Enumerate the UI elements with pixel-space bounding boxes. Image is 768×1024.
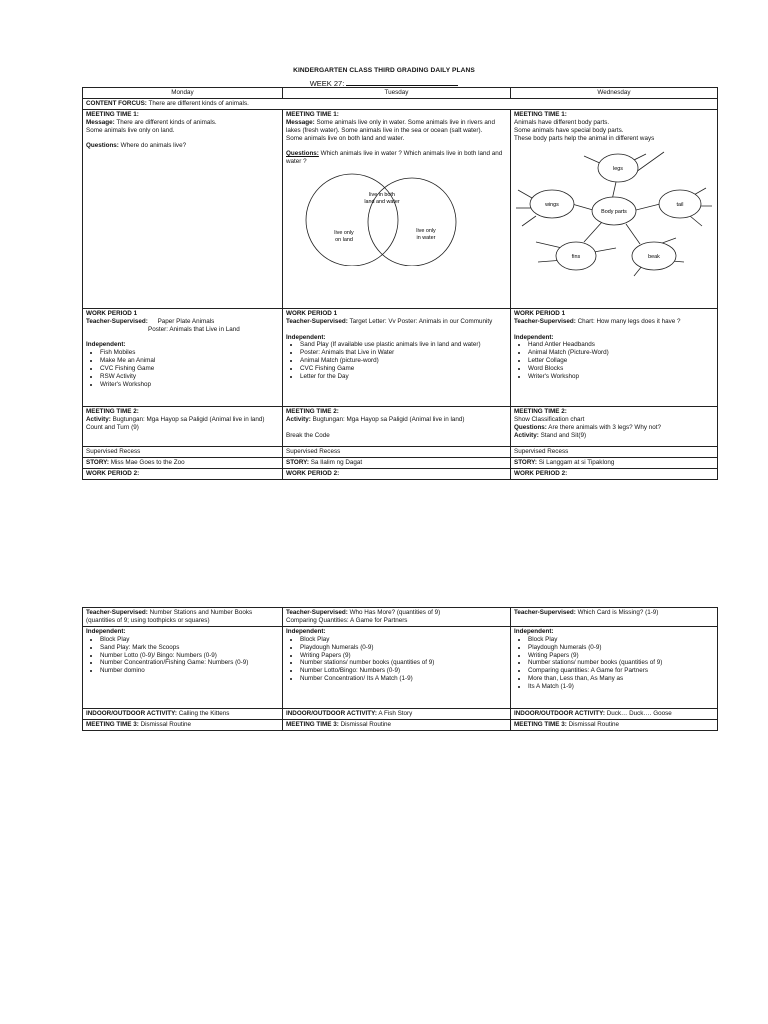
- meeting1-monday-questions-label: Questions:: [86, 142, 119, 150]
- page-title: KINDERGARTEN CLASS THIRD GRADING DAILY PLANS: [293, 67, 475, 74]
- work2-tuesday-ts-cell: [283, 608, 511, 627]
- day-header-row: [83, 88, 718, 99]
- list-item: • Sand Play (If available use plastic animals live in land and water): [300, 341, 507, 349]
- list-item: • Playdough Numerals (0-9): [528, 644, 714, 652]
- list-item: • Block Play: [528, 636, 714, 644]
- work2-monday-list: [86, 636, 279, 676]
- list-item: • Fish Mobiles: [100, 349, 279, 357]
- work1-monday-cell: [83, 308, 283, 406]
- work1-wednesday-ts-label: Teacher-Supervised:: [514, 317, 576, 325]
- list-item: • Animal Match (picture-word): [300, 357, 507, 365]
- work2-monday-ts-text-2: (quantities of 9; using toothpicks or squares): [86, 616, 210, 624]
- meeting1-wednesday-line-2: Some animals have special body parts.: [514, 126, 624, 134]
- meeting1-monday-questions: Where do animals live?: [120, 142, 187, 150]
- work1-tuesday-cell: [283, 308, 511, 406]
- story-tuesday-cell: [283, 457, 511, 468]
- work1-tuesday-list: [286, 341, 507, 381]
- work2-ts-label: Teacher-Supervised:: [86, 609, 148, 616]
- web-fins-label: fins: [571, 254, 581, 261]
- work1-wednesday-list: [514, 341, 714, 381]
- daily-plan-table-bottom: [82, 607, 718, 731]
- meeting2-monday-activity-label: Activity:: [86, 415, 111, 423]
- meeting1-tuesday-message-1: Some animals live only in water. Some animals live in rivers and lakes (fresh water). Some animals live in the sea or ocean (salt water).: [286, 118, 495, 134]
- list-item: • Number Lotto/Bingo: Numbers (0-9): [300, 667, 507, 675]
- list-item: • Its A Match (1-9): [528, 683, 714, 691]
- content-focus-label: CONTENT FORCUS:: [86, 99, 147, 107]
- work1-monday-ts-text-2: Poster: Animals that Live in Land: [148, 325, 240, 333]
- list-item: • RSW Activity: [100, 373, 279, 381]
- meeting1-tuesday-questions: Which animals live in water ? Which animals live in both land and water ?: [286, 150, 503, 166]
- work1-tuesday-ts-text: Target Letter: Vv Poster: Animals in our Community: [349, 317, 493, 325]
- meeting1-tuesday-message-label: Message:: [286, 118, 315, 126]
- meeting1-wednesday-cell: [511, 109, 718, 308]
- meeting2-monday-extra: Count and Turn (9): [86, 423, 139, 431]
- list-item: • Letter for the Day: [300, 373, 507, 381]
- recess-tuesday: Supervised Recess: [283, 446, 511, 457]
- list-item: • Make Me an Animal: [100, 357, 279, 365]
- meeting3-wednesday-cell: [511, 719, 718, 730]
- meeting1-wednesday-line-3: These body parts help the animal in different ways: [514, 134, 655, 142]
- week-label: WEEK 27:: [309, 79, 345, 88]
- meeting2-tuesday-activity-label: Activity:: [286, 415, 311, 423]
- meeting3-text: Dismissal Routine: [340, 720, 391, 728]
- meeting3-label: MEETING TIME 3:: [286, 720, 339, 728]
- day-header-tuesday: Tuesday: [283, 88, 511, 99]
- venn-diagram: [286, 168, 486, 266]
- work2-wednesday-ts-text: Which Card is Missing? (1-9): [577, 609, 659, 616]
- work1-monday-independent-label: Independent:: [86, 341, 126, 349]
- work2-wednesday-list: [514, 636, 714, 691]
- list-item: • Number stations/ number books (quantities of 9): [300, 659, 507, 667]
- meeting-time-1-row: [83, 109, 718, 308]
- meeting1-monday-message-label: Message:: [86, 118, 115, 126]
- list-item: • More than, Less than, As Many as: [528, 675, 714, 683]
- meeting1-monday-message-1: There are different kinds of animals.: [116, 118, 217, 126]
- work2-ts-label: Teacher-Supervised:: [514, 609, 576, 616]
- story-monday: Miss Mae Goes to the Zoo: [110, 458, 185, 466]
- meeting2-monday-activity: Bugtungan: Mga Hayop sa Paligid (Animal live in land): [112, 415, 265, 423]
- venn-right-label-2: in water: [416, 235, 436, 242]
- work1-monday-list: [86, 349, 279, 389]
- recess-row: [83, 446, 718, 457]
- meeting1-tuesday-cell: [283, 109, 511, 308]
- meeting2-wednesday-activity-label: Activity:: [514, 431, 539, 439]
- list-item: • Writing Papers (9): [528, 652, 714, 660]
- meeting1-tuesday-heading: MEETING TIME 1:: [286, 110, 339, 118]
- list-item: • Number domino: [100, 667, 279, 675]
- meeting1-monday-message-2: Some animals live only on land.: [86, 126, 175, 134]
- work1-tuesday-independent-label: Independent:: [286, 333, 326, 341]
- web-tail-label: tail: [676, 202, 684, 209]
- story-monday-cell: [83, 457, 283, 468]
- web-legs-label: legs: [613, 166, 623, 173]
- work1-monday-heading: WORK PERIOD 1: [86, 309, 138, 317]
- indoor-monday: Calling the Kittens: [178, 709, 230, 717]
- list-item: • Hand Antler Headbands: [528, 341, 714, 349]
- work2-tuesday-ts-text-1: Who Has More? (quantities of 9): [349, 609, 441, 616]
- week-blank-line: [346, 78, 458, 86]
- work2-monday-independent-label: Independent:: [86, 627, 126, 635]
- indoor-label: INDOOR/OUTDOOR ACTIVITY:: [86, 709, 177, 717]
- story-wednesday-cell: [511, 457, 718, 468]
- list-item: • Number Concentration/ Its A Match (1-9): [300, 675, 507, 683]
- list-item: • Writer's Workshop: [528, 373, 714, 381]
- list-item: • Writing Papers (9): [300, 652, 507, 660]
- meeting2-wednesday-activity: Stand and Sit(9): [540, 431, 587, 439]
- list-item: • Word Blocks: [528, 365, 714, 373]
- indoor-label: INDOOR/OUTDOOR ACTIVITY:: [286, 709, 377, 717]
- work2-tuesday-independent-label: Independent:: [286, 627, 326, 635]
- meeting2-wednesday-heading: MEETING TIME 2:: [514, 407, 567, 415]
- daily-plan-table-top: [82, 87, 718, 480]
- work2-wednesday-ts-cell: [511, 608, 718, 627]
- indoor-label: INDOOR/OUTDOOR ACTIVITY:: [514, 709, 605, 717]
- story-row: [83, 457, 718, 468]
- venn-middle-label-1: live in both: [369, 192, 395, 199]
- story-label: STORY:: [286, 458, 309, 466]
- work2-wednesday-independent-cell: [511, 626, 718, 708]
- meeting2-wednesday-questions-label: Questions:: [514, 423, 547, 431]
- recess-wednesday: Supervised Recess: [511, 446, 718, 457]
- indoor-wednesday: Duck… Duck…. Goose: [606, 709, 672, 717]
- day-header-monday: Monday: [83, 88, 283, 99]
- work2-heading-tuesday: WORK PERIOD 2:: [283, 468, 511, 479]
- story-wednesday: Si Langgam at si Tipaklong: [538, 458, 615, 466]
- meeting2-tuesday-extra: Break the Code: [286, 431, 330, 439]
- meeting1-tuesday-questions-label: Questions:: [286, 150, 319, 158]
- work1-tuesday-ts-label: Teacher-Supervised:: [286, 317, 348, 325]
- work2-teacher-row: [83, 608, 718, 627]
- venn-left-label-1: live only: [334, 230, 354, 237]
- list-item: • Writer's Workshop: [100, 381, 279, 389]
- work-period-2-row: [83, 468, 718, 479]
- meeting2-tuesday-heading: MEETING TIME 2:: [286, 407, 339, 415]
- meeting3-label: MEETING TIME 3:: [86, 720, 139, 728]
- list-item: • CVC Fishing Game: [100, 365, 279, 373]
- list-item: • Comparing quantities: A Game for Partners: [528, 667, 714, 675]
- meeting3-tuesday-cell: [283, 719, 511, 730]
- work1-tuesday-heading: WORK PERIOD 1: [286, 309, 338, 317]
- list-item: • Animal Match (Picture-Word): [528, 349, 714, 357]
- work2-heading-monday: WORK PERIOD 2:: [83, 468, 283, 479]
- list-item: • Letter Collage: [528, 357, 714, 365]
- meeting3-text: Dismissal Routine: [140, 720, 191, 728]
- meeting1-monday-heading: MEETING TIME 1:: [86, 110, 139, 118]
- venn-right-label-1: live only: [416, 228, 436, 235]
- meeting3-label: MEETING TIME 3:: [514, 720, 567, 728]
- list-item: • Block Play: [300, 636, 507, 644]
- meeting2-monday-heading: MEETING TIME 2:: [86, 407, 139, 415]
- meeting2-monday-cell: [83, 406, 283, 446]
- meeting1-wednesday-heading: MEETING TIME 1:: [514, 110, 567, 118]
- work1-monday-ts-label: Teacher-Supervised:: [86, 317, 148, 325]
- meeting1-tuesday-message-2: Some animals live on both land and water.: [286, 134, 405, 142]
- meeting3-monday-cell: [83, 719, 283, 730]
- work1-wednesday-independent-label: Independent:: [514, 333, 554, 341]
- venn-middle-label-2: land and water: [364, 199, 400, 206]
- web-wings-label: wings: [545, 202, 559, 209]
- web-beak-label: beak: [648, 254, 660, 261]
- meeting2-tuesday-activity: Bugtungan: Mga Hayop sa Paligid (Animal live in land): [312, 415, 465, 423]
- content-focus-cell: [83, 98, 718, 109]
- indoor-tuesday-cell: [283, 708, 511, 719]
- story-tuesday: Sa Ilalim ng Dagat: [310, 458, 363, 466]
- meeting2-tuesday-cell: [283, 406, 511, 446]
- work2-independent-row: [83, 626, 718, 708]
- list-item: • Number Concentration/Fishing Game: Numbers (0-9): [100, 659, 279, 667]
- list-item: • Sand Play: Mark the Scoops: [100, 644, 279, 652]
- web-center-label: Body parts: [601, 209, 627, 216]
- venn-left-label-2: on land: [335, 237, 353, 244]
- indoor-monday-cell: [83, 708, 283, 719]
- work2-ts-label: Teacher-Supervised:: [286, 609, 348, 616]
- work2-monday-ts-cell: [83, 608, 283, 627]
- work2-heading-wednesday: WORK PERIOD 2:: [511, 468, 718, 479]
- list-item: • Number stations/ number books (quantities of 9): [528, 659, 714, 667]
- work1-wednesday-ts-text: Chart: How many legs does it have ?: [577, 317, 681, 325]
- content-focus-text: There are different kinds of animals.: [148, 99, 249, 107]
- list-item: • Poster: Animals that Live in Water: [300, 349, 507, 357]
- work2-tuesday-list: [286, 636, 507, 683]
- day-header-wednesday: Wednesday: [511, 88, 718, 99]
- work2-monday-independent-cell: [83, 626, 283, 708]
- work2-tuesday-independent-cell: [283, 626, 511, 708]
- indoor-wednesday-cell: [511, 708, 718, 719]
- story-label: STORY:: [514, 458, 537, 466]
- indoor-tuesday: A Fish Story: [378, 709, 413, 717]
- body-parts-web: [514, 144, 714, 284]
- work-period-1-row: [83, 308, 718, 406]
- meeting1-wednesday-line-1: Animals have different body parts.: [514, 118, 610, 126]
- content-focus-row: [83, 98, 718, 109]
- meeting2-wednesday-line-1: Show Classification chart: [514, 415, 585, 423]
- list-item: • Playdough Numerals (0-9): [300, 644, 507, 652]
- story-label: STORY:: [86, 458, 109, 466]
- meeting2-wednesday-questions: Are there animals with 3 legs? Why not?: [548, 423, 661, 431]
- list-item: • CVC Fishing Game: [300, 365, 507, 373]
- meeting-time-2-row: [83, 406, 718, 446]
- work1-monday-ts-text-1: Paper Plate Animals: [157, 317, 215, 325]
- meeting1-monday-cell: [83, 109, 283, 308]
- work1-wednesday-heading: WORK PERIOD 1: [514, 309, 566, 317]
- indoor-outdoor-row: [83, 708, 718, 719]
- work2-tuesday-ts-text-2: Comparing Quantities: A Game for Partners: [286, 616, 408, 624]
- list-item: • Number Lotto (0-9)/ Bingo: Numbers (0-9): [100, 652, 279, 660]
- recess-monday: Supervised Recess: [83, 446, 283, 457]
- meeting3-text: Dismissal Routine: [568, 720, 619, 728]
- list-item: • Block Play: [100, 636, 279, 644]
- work2-monday-ts-text-1: Number Stations and Number Books: [149, 609, 253, 616]
- meeting2-wednesday-cell: [511, 406, 718, 446]
- work2-wednesday-independent-label: Independent:: [514, 627, 554, 635]
- work1-wednesday-cell: [511, 308, 718, 406]
- meeting-time-3-row: [83, 719, 718, 730]
